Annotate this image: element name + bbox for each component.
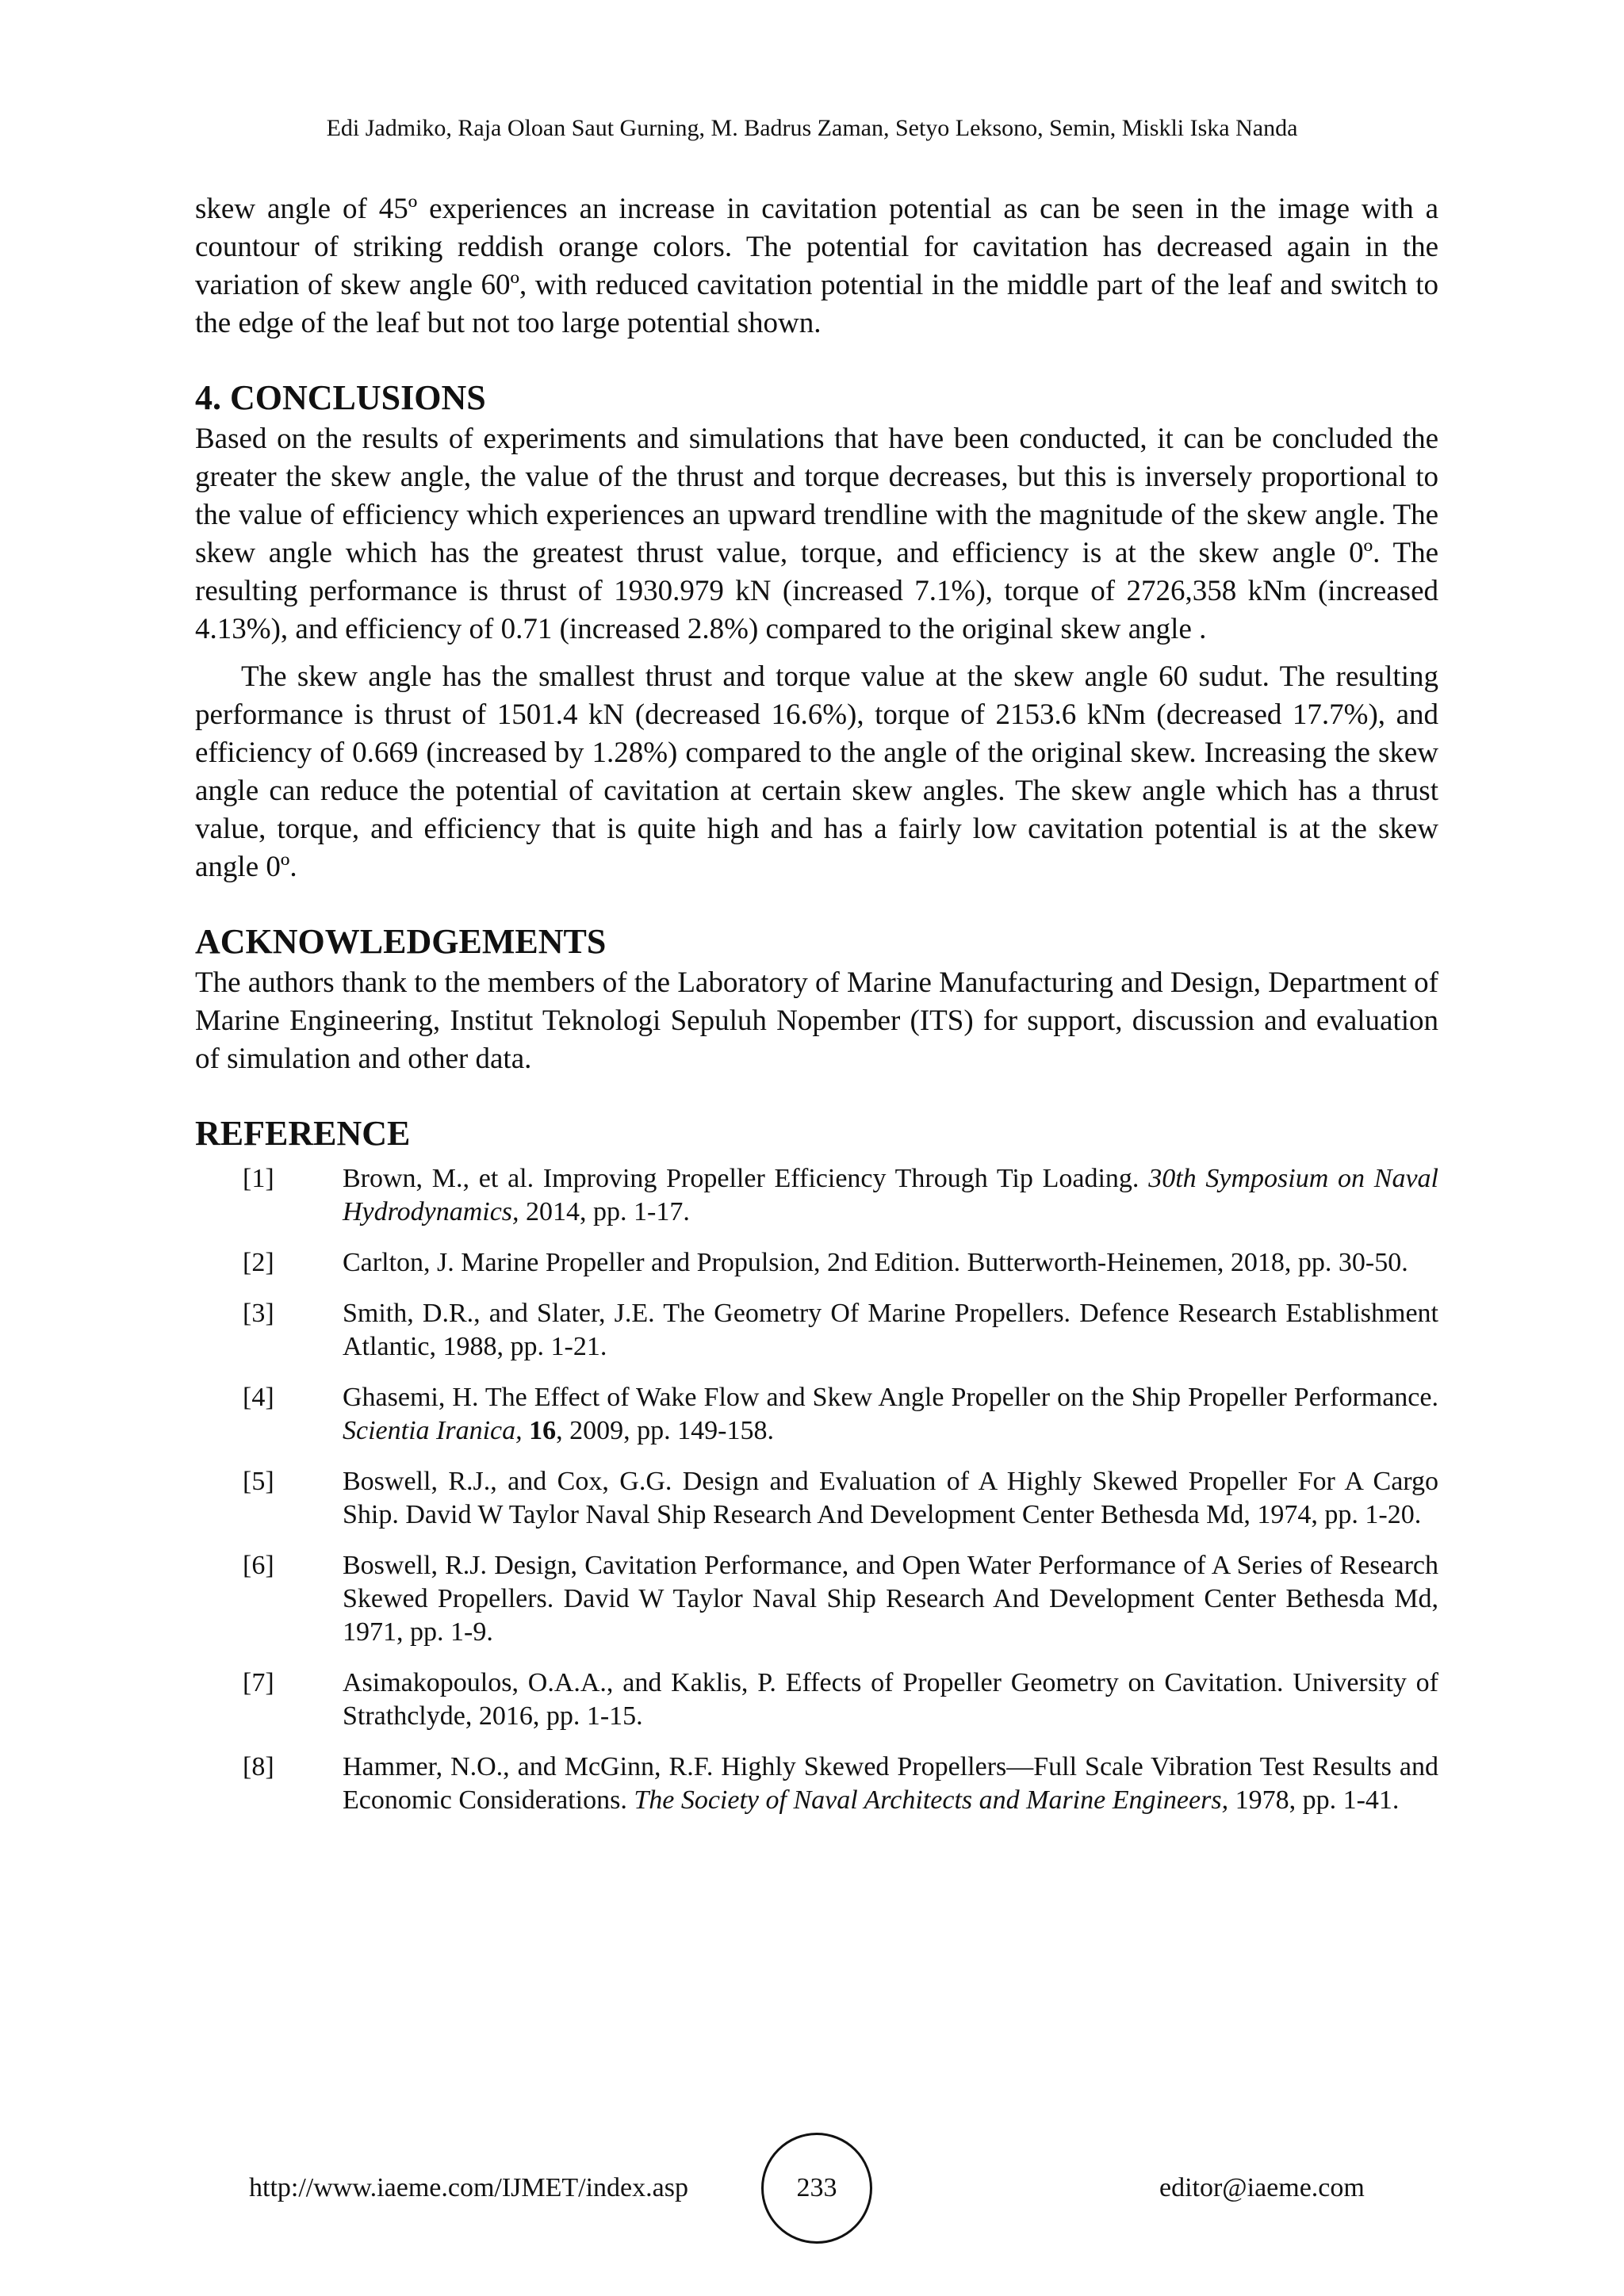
reference-item xyxy=(195,1465,1438,1532)
reference-text-main: Ghasemi, H. The Effect of Wake Flow and Skew Angle Propeller on the Ship Propeller Performance. xyxy=(343,1383,1438,1412)
reference-volume: 16 xyxy=(522,1416,557,1445)
reference-text-main: Asimakopoulos, O.A.A., and Kaklis, P. Effects of Propeller Geometry on Cavitation. University of Strathclyde, 2016, pp. 1-15. xyxy=(343,1668,1438,1731)
reference-number: [6] xyxy=(243,1551,274,1580)
reference-number: [3] xyxy=(243,1299,274,1328)
reference-text-main: Boswell, R.J., and Cox, G.G. Design and Evaluation of A Highly Skewed Propeller For A Cargo Ship. David W Taylor Naval Ship Research And Development Center Bethesda Md, 1974, pp. 1-20. xyxy=(343,1467,1438,1529)
page-number: 233 xyxy=(796,2173,837,2202)
reference-heading: REFERENCE xyxy=(195,1114,411,1153)
reference-number: [1] xyxy=(243,1164,274,1193)
reference-number: [4] xyxy=(243,1383,274,1412)
reference-text xyxy=(343,1465,1438,1532)
reference-item xyxy=(195,1162,1438,1229)
reference-text-main: Carlton, J. Marine Propeller and Propulsion, 2nd Edition. Butterworth-Heinemen, 2018, pp. 30-50. xyxy=(343,1248,1408,1277)
reference-text xyxy=(343,1381,1438,1448)
reference-item xyxy=(195,1246,1438,1280)
reference-text xyxy=(343,1549,1438,1649)
reference-item xyxy=(195,1297,1438,1364)
reference-list xyxy=(195,1162,1438,1817)
footer-url-link[interactable]: http://www.iaeme.com/IJMET/index.asp xyxy=(249,2173,688,2202)
reference-text-main: Hammer, N.O., and McGinn, R.F. Highly Skewed Propellers—Full Scale Vibration Test Results and Economic Considerations. xyxy=(343,1752,1438,1815)
reference-text-main: Brown, M., et al. Improving Propeller Efficiency Through Tip Loading. xyxy=(343,1164,1149,1193)
body-column xyxy=(195,190,1438,1835)
reference-text-tail: 1978, pp. 1-41. xyxy=(1228,1785,1400,1815)
conclusions-paragraph-1: Based on the results of experiments and simulations that have been conducted, it can be concluded the greater the skew angle, the value of the thrust and torque decreases, but this is inversely proportional to the value of efficiency which experiences an upward trendline with the magnitude of the skew angle. The skew angle which has the greatest thrust value, torque, and efficiency is at the skew angle 0º. The resulting performance is thrust of 1930.979 kN (increased 7.1%), torque of 2726,358 kNm (increased 4.13%), and efficiency of 0.71 (increased 2.8%) compared to the original skew angle . xyxy=(195,423,1438,645)
reference-number: [8] xyxy=(243,1752,274,1781)
reference-venue: The Society of Naval Architects and Marine Engineers, xyxy=(634,1785,1229,1815)
reference-text xyxy=(343,1751,1438,1817)
reference-text-main: Boswell, R.J. Design, Cavitation Performance, and Open Water Performance of A Series of Research Skewed Propellers. David W Taylor Naval Ship Research And Development Center Bethesda Md, 1971, pp. 1-9. xyxy=(343,1551,1438,1647)
reference-number: [5] xyxy=(243,1467,274,1496)
reference-item xyxy=(195,1381,1438,1448)
reference-text xyxy=(343,1162,1438,1229)
acknowledgements-paragraph: The authors thank to the members of the Laboratory of Marine Manufacturing and Design, Department of Marine Engineering, Institut Teknologi Sepuluh Nopember (ITS) for support, discussion and evaluation of simulation and other data. xyxy=(195,966,1438,1075)
acknowledgements-heading: ACKNOWLEDGEMENTS xyxy=(195,922,607,961)
conclusions-heading: 4. CONCLUSIONS xyxy=(195,378,486,417)
intro-paragraph: skew angle of 45º experiences an increase in cavitation potential as can be seen in the image with a countour of striking reddish orange colors. The potential for cavitation has decreased again in the variation of skew angle 60º, with reduced cavitation potential in the middle part of the leaf and switch to the edge of the leaf but not too large potential shown. xyxy=(195,193,1438,339)
reference-item xyxy=(195,1751,1438,1817)
reference-text xyxy=(343,1297,1438,1364)
reference-item xyxy=(195,1549,1438,1649)
reference-number: [7] xyxy=(243,1668,274,1697)
reference-venue: Scientia Iranica, xyxy=(343,1416,523,1445)
conclusions-paragraph-2: The skew angle has the smallest thrust and torque value at the skew angle 60 sudut. The resulting performance is thrust of 1501.4 kN (decreased 16.6%), torque of 2153.6 kNm (decreased 17.7%), and efficiency of 0.669 (increased by 1.28%) compared to the angle of the original skew. Increasing the skew angle can reduce the potential of cavitation at certain skew angles. The skew angle which has a thrust value, torque, and efficiency that is quite high and has a fairly low cavitation potential is at the skew angle 0º. xyxy=(195,660,1438,883)
running-header-authors: Edi Jadmiko, Raja Oloan Saut Gurning, M. Badrus Zaman, Setyo Leksono, Semin, Miskli Iska Nanda xyxy=(326,115,1298,141)
reference-item xyxy=(195,1667,1438,1733)
footer-email-link[interactable]: editor@iaeme.com xyxy=(1159,2173,1365,2202)
reference-text-tail: 2014, pp. 1-17. xyxy=(519,1197,690,1226)
reference-number: [2] xyxy=(243,1248,274,1277)
reference-text-main: Smith, D.R., and Slater, J.E. The Geometry Of Marine Propellers. Defence Research Establishment Atlantic, 1988, pp. 1-21. xyxy=(343,1299,1438,1361)
page-number-badge xyxy=(761,2133,872,2244)
reference-venue: 30th Symposium on Naval Hydrodynamics, xyxy=(343,1164,1438,1226)
reference-text xyxy=(343,1667,1438,1733)
reference-text xyxy=(343,1246,1438,1280)
reference-text-tail: , 2009, pp. 149-158. xyxy=(556,1416,774,1445)
